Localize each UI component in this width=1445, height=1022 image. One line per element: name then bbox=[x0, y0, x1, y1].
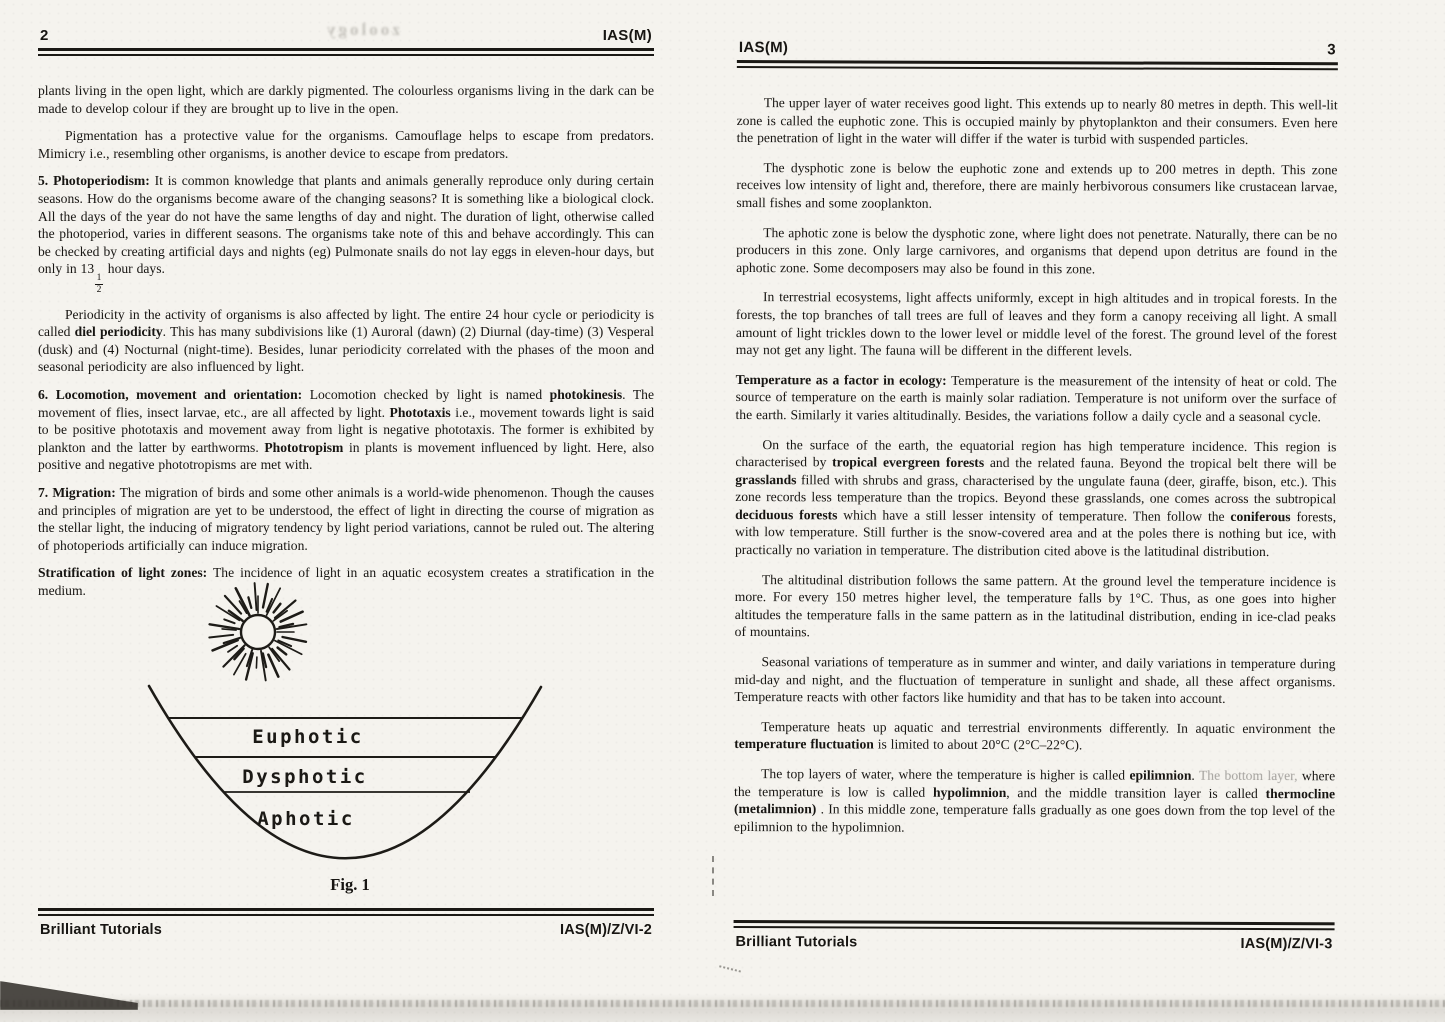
page-right-footer bbox=[733, 920, 1334, 952]
ghost-showthrough-text: zoology bbox=[324, 20, 400, 39]
sun-icon bbox=[209, 583, 306, 680]
paragraph-periodicity: Periodicity in the activity of organisms is also affected by light. The entire 24 hour cycle or periodicity is called diel periodicity. This has many subdivisions like (1) Auroral (dawn) (2) Diurnal (day-time) (3) Vesperal (dusk) and (4) Nocturnal (night-time). Besides, lunar periodicity correlated with the phases of the moon and seasonal periodicity are also influenced by light. bbox=[38, 306, 654, 375]
page-right bbox=[733, 30, 1338, 952]
paragraph-aquatic-fluctuation: Temperature heats up aquatic and terrestrial environments differently. In aquatic environment the temperature fluctuation is limited to about 20°C (2°C–22°C). bbox=[734, 718, 1336, 753]
header-rule bbox=[38, 48, 654, 56]
zone-label-aphotic: Aphotic bbox=[257, 808, 355, 830]
page-right-header bbox=[737, 30, 1338, 62]
page-left-footer bbox=[38, 908, 654, 938]
publisher-label: Brilliant Tutorials bbox=[735, 934, 858, 951]
footer-rule bbox=[38, 908, 654, 916]
page-left-header bbox=[38, 18, 654, 48]
paragraph-migration: 7. Migration: The migration of birds and some other animals is a world-wide phenomenon. Though the causes and principles of migration are yet to be understood, the effect of light in directing the course of migration as the stellar light, the inducing of migratory tendency by light period variations, cannot be ruled out. The altering of photoperiods artificially can induce migration. bbox=[38, 484, 654, 553]
page-left-body bbox=[38, 56, 654, 600]
paragraph-photoperiodism: 5. Photoperiodism: It is common knowledge that plants and animals generally reproduce only during certain seasons. How do the organisms become aware of the changing seasons? It is something like a biological clock. All the days of the year do not have the same lengths of day and night. The duration of light, otherwise called the photoperiod, varies in different seasons. The organisms take note of this and behave accordingly. This can be checked by creating artificial days and nights (eg) Pulmonate snails do not lay eggs in eleven-hour days, but only in 13 $\frac{1}{2}$ hour days. bbox=[38, 173, 654, 295]
paragraph-terrestrial: In terrestrial ecosystems, light affects uniformly, except in high altitudes and in tropical forests. In the forests, the top branches of tall trees are full of leaves and they form a canopy receiving all light. A small amount of light trickles down to the lower level or middle level of the forest. The ground level of the forest may not get any light. The fauna will be different in the different levels. bbox=[735, 289, 1337, 359]
paragraph-latitudinal: On the surface of the earth, the equatorial region has high temperature incidence. This region is characterised by tropical evergreen forests and the related fauna. Beyond the tropical belt there will be grasslands filled with shrubs and grass, characterised by the ungulate fauna (deer, giraffe, bison, etc.). This zone records less temperature than the tropics. Beyond these grasslands, one comes across the subtropical deciduous forests which have a still lesser intensity of temperature. Then follow the coniferous forests, with low temperature. Still further is the snow-covered area and at the poles there is nothing but ice, with practically no variation in temperature. The distribution cited above is the latitudinal distribution. bbox=[734, 436, 1337, 560]
publisher-label: Brilliant Tutorials bbox=[40, 922, 162, 938]
page-number: 3 bbox=[1327, 41, 1336, 59]
paragraph: plants living in the open light, which are darkly pigmented. The colourless organisms living in the dark can be made to develop colour if they are brought up to live in the open. bbox=[38, 83, 654, 116]
zone-label-dysphotic: Dysphotic bbox=[242, 766, 368, 788]
paragraph-aphotic: The aphotic zone is below the dysphotic zone, where light does not penetrate. Naturally, there can be no producers in this zone. Only large carnivores, and organisms that depend upon detritus are found in the aphotic zone. Some decomposers may also be found in this zone. bbox=[736, 224, 1338, 277]
zone-label-euphotic: Euphotic bbox=[252, 726, 364, 748]
light-zones-diagram bbox=[38, 580, 654, 910]
page-code: IAS(M)/Z/VI-2 bbox=[559, 922, 652, 938]
journal-label: IAS(M) bbox=[738, 39, 789, 57]
paragraph-stratification: Stratification of light zones: The incidence of light in an aquatic ecosystem creates a stratification in the medium. bbox=[38, 565, 654, 598]
sun-disk bbox=[241, 615, 275, 649]
paragraph-altitudinal: The altitudinal distribution follows the same pattern. At the ground level the temperature incidence is more. For every 150 metres higher level, the temperature falls by 1°C. Thus, as one goes into higher altitudes the temperature falls in the same pattern as in the latitudinal distribution, ending in ice-clad peaks of mountains. bbox=[734, 571, 1336, 640]
journal-label: IAS(M) bbox=[602, 27, 652, 44]
scan-margin-marks bbox=[712, 856, 716, 896]
page-left bbox=[38, 18, 654, 938]
scan-grain-line bbox=[0, 1000, 1445, 1007]
page-right-body bbox=[734, 68, 1338, 838]
figure-light-zones bbox=[38, 580, 654, 910]
scan-bottom-shadow bbox=[0, 994, 1445, 1022]
paragraph-euphotic: The upper layer of water receives good light. This extends up to nearly 80 metres in depth. This well-lit zone is called the euphotic zone. This is occupied mainly by phytoplankton and their consumers. Even here the penetration of light in the water will differ if the water is turbid with suspended particles. bbox=[736, 95, 1338, 148]
page-code: IAS(M)/Z/VI-3 bbox=[1240, 935, 1333, 953]
page-number: 2 bbox=[40, 27, 49, 44]
paragraph-dysphotic: The dysphotic zone is below the euphotic zone and extends up to 200 metres in depth. This zone receives low intensity of light and, therefore, there are mainly herbivorous consumers like crustacean larvae, small fishes and some zooplankton. bbox=[736, 159, 1338, 211]
paragraph-temperature-factor: Temperature as a factor in ecology: Temperature is the measurement of the intensity of heat or cold. The source of temperature on the earth is mainly solar radiation. Temperature is not uniform over the surface of the earth. Similarly it varies altitudinally. Besides, the variations follow a daily cycle and a seasonal cycle. bbox=[735, 371, 1337, 425]
paragraph-epilimnion: The top layers of water, where the temperature is higher is called epilimnion. The bottom layer, where the temperature is low is called hypolimnion, and the middle transition layer is called thermocline (metalimnion) . In this middle zone, temperature falls gradually as one goes down from the top level of the epilimnion to the hypolimnion. bbox=[733, 766, 1336, 835]
scan-squiggle bbox=[719, 957, 743, 972]
paragraph: Pigmentation has a protective value for the organisms. Camouflage helps to escape from predators. Mimicry i.e., resembling other organisms, is another device to escape from predators. bbox=[38, 128, 654, 161]
paragraph-locomotion: 6. Locomotion, movement and orientation: Locomotion checked by light is named photokinesis. The movement of flies, insect larvae, etc., are all affected by light. Phototaxis i.e., movement towards light is said to be positive phototaxis and movement away from light is negative phototaxis. The former is exhibited by plankton and the latter by earthworms. Phototropism in plants is movement influenced by light. Here, also positive and negative phototropisms are met with. bbox=[38, 386, 654, 473]
paragraph-seasonal: Seasonal variations of temperature as in summer and winter, and daily variations in temperature during mid-day and night, and the fluctuation of temperature in sunlight and shade, all these affect organisms. Temperature reacts with other factors like humidity and that has to be taken into account. bbox=[734, 654, 1336, 707]
figure-caption: Fig. 1 bbox=[330, 875, 370, 894]
